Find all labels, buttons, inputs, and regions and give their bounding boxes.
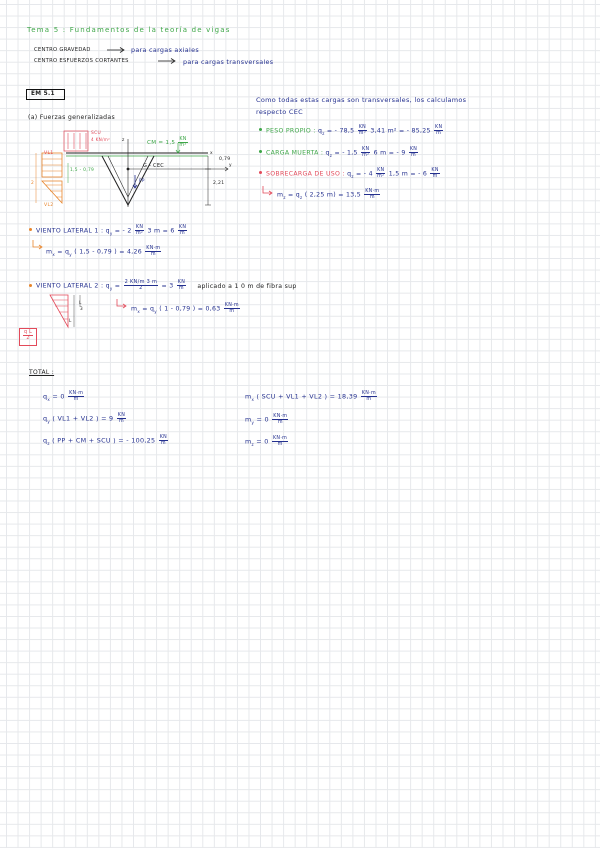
definition-term-1: CENTRO GRAVEDAD [34, 47, 91, 53]
diagram-dim-1: 1,5 - 0,79 [70, 168, 95, 173]
intro-line-1: Como todas estas cargas son transversales, los calculamos [256, 96, 467, 104]
total-qy: $q_y$ ( VL1 + VL2 ) = 9 $\frac{KN}{m}$ [43, 413, 126, 425]
total-mz: $m_z = 0$ $\frac{KN\cdot m}{m}$ [245, 436, 288, 448]
bullet-icon [259, 171, 262, 174]
resultant-box: $\frac{\text{q L}}{2}$ [19, 328, 37, 346]
bullet-icon [259, 128, 262, 131]
diagram-vl1: VL1 [44, 151, 54, 156]
wind-distribution-diagram [30, 293, 90, 333]
page-title: Tema 5 : Fundamentos de la teoría de vigas [27, 26, 231, 34]
section-heading: (a) Fuerzas generalizadas [28, 114, 116, 121]
diagram-pp: PP [139, 178, 145, 183]
exercise-label: EM 5.1 [31, 91, 55, 97]
diagram-axis-z: z [122, 138, 125, 143]
load-sobrecarga: SOBRECARGA DE USO : $q_z$ = - 4 $\frac{KN}{\text{m²}}$ 1,5 m = - 6 $\frac{KN}{m}$ [266, 168, 439, 180]
bullet-icon [29, 228, 32, 231]
diagram-dim-3: 2,21 [213, 181, 225, 186]
exercise-label-box [26, 89, 65, 100]
total-my: $m_y = 0$ $\frac{KN\cdot m}{m}$ [245, 414, 288, 426]
diagram-dim-2: 0,79 [219, 157, 231, 162]
total-mx: $m_x$ ( SCU + VL1 + VL2 ) = 18,39 $\frac{KN\cdot m}{m}$ [245, 391, 376, 403]
corner-arrow-icon [116, 299, 128, 309]
viento-2-moment: $m_x = q_y$ ( 1 - 0,79 ) = 0,63 $\frac{KN\cdot m}{m}$ [131, 303, 239, 315]
diagram-g-cec: G - CEC [143, 163, 165, 169]
wind-dim-3-small: 3 [80, 306, 83, 311]
load-carga-muerta: CARGA MUERTA : $q_z$ = - 1,5 $\frac{KN}{\text{m²}}$ 6 m = - 9 $\frac{KN}{m}$ [266, 147, 418, 159]
total-qx: $q_x = 0$ $\frac{KN\cdot m}{m}$ [43, 391, 84, 403]
cross-section-diagram [28, 125, 243, 215]
diagram-axis-y: y [229, 163, 232, 168]
corner-arrow-icon [32, 240, 44, 250]
viento-1-moment: $m_x = q_y$ ( 1,5 - 0,79 ) = 4,26 $\frac{KN\cdot m}{m}$ [46, 246, 161, 258]
viento-1-load: VIENTO LATERAL 1 : $q_y$ = - 2 $\frac{KN}{\text{m²}}$ 3 m = 6 $\frac{KN}{m}$ [36, 225, 187, 237]
wind-dim-l-small: L [79, 300, 82, 305]
load-mz: $m_z = q_z$ ( 2,25 m) = 13,5 $\frac{KN\cdot m}{m}$ [277, 189, 380, 201]
diagram-vl2: VL2 [44, 203, 54, 208]
diagram-cm-unit: $\frac{KN}{\text{m²}}$ [179, 137, 187, 149]
bullet-icon [259, 150, 262, 153]
bullet-icon [29, 284, 32, 287]
total-heading: TOTAL : [29, 369, 55, 376]
diagram-scu: SCU [91, 131, 101, 136]
arrow-right-icon [158, 58, 178, 64]
definition-term-2: CENTRO ESFUERZOS CORTANTES [34, 58, 129, 64]
wind-dim-l: L [69, 318, 72, 323]
viento-2-load: VIENTO LATERAL 2 : $q_y$ = $\frac{2 KN/m 3 m}{2}$ = 3 $\frac{KN}{m}$ aplicado a 1 0 m de fibra sup [36, 279, 297, 292]
corner-arrow-icon [262, 186, 274, 196]
total-qz: $q_z$ ( PP + CM + SCU ) = - 100,25 $\frac{KN}{m}$ [43, 435, 168, 447]
diagram-cm: CM = 1,5 $\frac{KN}{\text{m²}}$ [147, 137, 187, 149]
intro-line-2: respecto CEC [256, 108, 303, 116]
diagram-scu-load: 4 KN/m² [91, 137, 111, 142]
diagram-axis-x: x [210, 151, 213, 156]
arrow-right-icon [107, 47, 127, 53]
load-peso-propio: PESO PROPIO : $q_z$ = - 78,5 $\frac{KN}{\text{m³}}$ 3,41 m² = - 85,25 $\frac{KN}{m}$ [266, 125, 443, 137]
definition-desc-2: para cargas transversales [183, 58, 274, 66]
diagram-dim-l: 2 [31, 181, 35, 186]
definition-desc-1: para cargas axiales [131, 46, 199, 54]
